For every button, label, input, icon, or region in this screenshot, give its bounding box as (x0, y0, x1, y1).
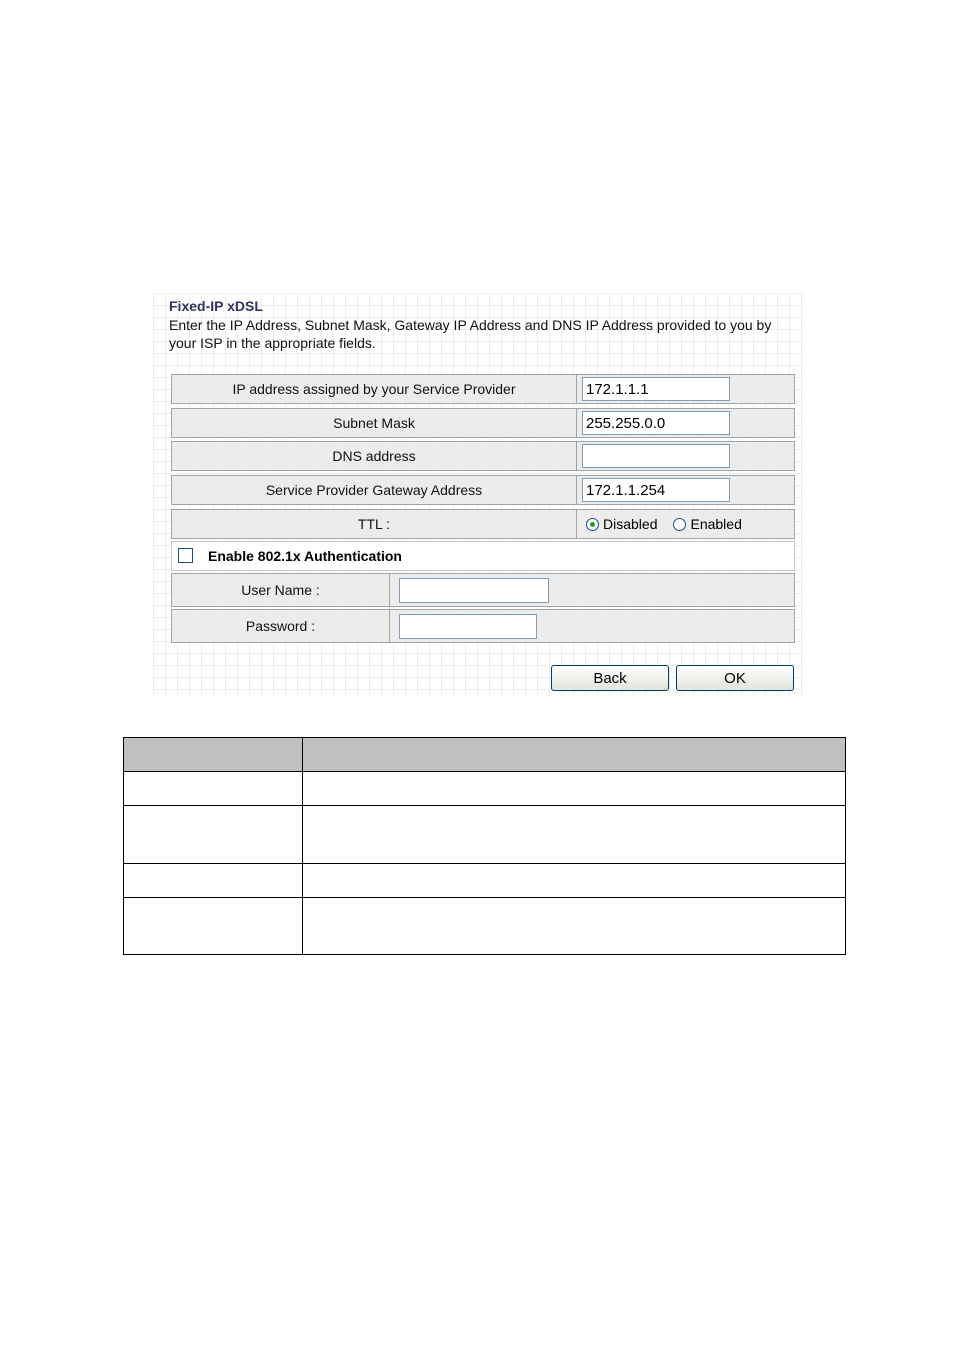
dns-address-row (171, 441, 795, 471)
password-input[interactable] (399, 614, 537, 639)
ip-address-input[interactable] (582, 377, 730, 401)
table-header-cell (303, 738, 846, 772)
section-title: Fixed-IP xDSL (169, 298, 263, 314)
description-table (123, 737, 846, 955)
enable-8021x-label: Enable 802.1x Authentication (208, 548, 402, 564)
dns-address-input[interactable] (582, 444, 730, 468)
table-cell (303, 806, 846, 864)
dns-address-label: DNS address (172, 442, 577, 470)
ip-address-label: IP address assigned by your Service Provider (172, 375, 577, 403)
username-label: User Name : (172, 574, 390, 606)
table-cell (124, 864, 303, 898)
table-cell (303, 898, 846, 955)
table-row (124, 864, 846, 898)
gateway-address-row (171, 475, 795, 505)
password-row (171, 609, 795, 643)
gateway-address-label: Service Provider Gateway Address (172, 476, 577, 504)
ttl-row (171, 509, 795, 539)
table-cell (124, 898, 303, 955)
password-label: Password : (172, 610, 390, 642)
table-row (124, 898, 846, 955)
gateway-address-input[interactable] (582, 478, 730, 502)
table-header-cell (124, 738, 303, 772)
table-row (124, 772, 846, 806)
subnet-mask-input[interactable] (582, 411, 730, 435)
username-input[interactable] (399, 578, 549, 603)
back-button[interactable]: Back (551, 665, 669, 691)
ttl-disabled-label: Disabled (603, 516, 658, 532)
table-row (124, 806, 846, 864)
section-description: Enter the IP Address, Subnet Mask, Gateway IP Address and DNS IP Address provided to you by your ISP in the appropriate fields. (169, 317, 772, 351)
table-header-row (124, 738, 846, 772)
subnet-mask-row (171, 408, 795, 438)
subnet-mask-label: Subnet Mask (172, 409, 577, 437)
ttl-label: TTL : (172, 510, 577, 538)
username-row (171, 573, 795, 607)
ttl-enabled-label: Enabled (690, 516, 742, 532)
ip-address-row (171, 374, 795, 404)
fixed-ip-xdsl-panel (153, 293, 803, 698)
enable-8021x-checkbox[interactable] (178, 548, 193, 563)
ttl-disabled-radio[interactable] (586, 518, 599, 531)
table-cell (303, 864, 846, 898)
table-cell (124, 772, 303, 806)
table-cell (124, 806, 303, 864)
ttl-enabled-radio[interactable] (673, 518, 686, 531)
ok-button[interactable]: OK (676, 665, 794, 691)
table-cell (303, 772, 846, 806)
auth-row (171, 541, 795, 571)
